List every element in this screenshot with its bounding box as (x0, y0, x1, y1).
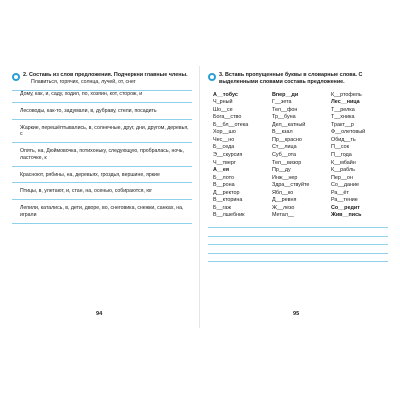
writing-line (12, 199, 192, 200)
writing-line (208, 236, 388, 237)
scrambled-sentence: Лепили, катались, в, дети, дворе, во, снеговика, снежки, санках, на, играли (20, 205, 184, 218)
dictionary-words-grid (208, 92, 388, 220)
right-page (208, 72, 388, 320)
writing-line (208, 244, 388, 245)
writing-line (12, 166, 192, 167)
scrambled-sentence: Дому, как, и, саду, ходил, по, хозяин, кот, сторож, и (20, 91, 143, 98)
dictionary-word: Ябл__ко (272, 189, 294, 196)
sentence-block (12, 125, 192, 143)
dictionary-word: Дел__катный (272, 121, 306, 128)
writing-line (12, 142, 192, 143)
dictionary-word: Бога__ство (213, 114, 242, 121)
dictionary-word: Обид__ть (331, 136, 356, 143)
sentence-block (12, 91, 192, 103)
dictionary-word: Ч_рный (213, 99, 233, 106)
dictionary-word: Ч__тверг (213, 159, 236, 166)
dictionary-word: П__года (331, 151, 352, 158)
sentence-block (12, 172, 192, 184)
dictionary-word: Здра__ствуйте (272, 182, 310, 189)
left-task-title: Составь из слов предложения. Подчеркни главные члены. (29, 72, 188, 78)
dictionary-word: Д__ревня (272, 197, 297, 204)
scrambled-sentence: Красноют, рябины, на, деревьях, гроздья, вершине, яркие (20, 171, 160, 178)
dictionary-word: Ж__лезо (272, 204, 295, 211)
scrambled-sentence: Птицы, в, улетают, и, стан, на, осенью, собираются, юг (20, 188, 153, 195)
dictionary-word: Тел__визор (272, 159, 302, 166)
dictionary-word: Ст__лица (272, 144, 297, 151)
dictionary-word: Суб__ота (272, 151, 297, 158)
dictionary-word: Метал__ (272, 212, 294, 219)
scrambled-sentence: Опять, на, Дюймовочка, потихоньку, следующую, пробралась, ночь, ласточке, к (20, 148, 184, 161)
dictionary-word: В__лшебник (213, 212, 245, 219)
dictionary-word: Тел__фон (272, 106, 298, 113)
dictionary-word: В__кторина (213, 197, 243, 204)
dictionary-word: Э__скурсия (213, 151, 243, 158)
dictionary-word: В__рона (213, 182, 235, 189)
sentence-block (12, 108, 192, 120)
word-column-2 (272, 92, 327, 220)
dictionary-word: А__тобус (213, 91, 238, 98)
dictionary-word: К__ртофель (331, 91, 362, 98)
dictionary-word: П__сок (331, 144, 349, 151)
left-page (12, 72, 192, 320)
dictionary-word: Б__седа (213, 144, 235, 151)
left-task-subtitle: Плавиться, горячих, солнца, лучей, от, снег (31, 78, 136, 85)
dictionary-word: Лес__ница (331, 99, 360, 106)
word-column-1 (213, 92, 268, 220)
left-task-header (12, 72, 192, 86)
dictionary-word: Чес__но (213, 136, 235, 143)
dictionary-word: Б__бл__отека (213, 121, 249, 128)
dictionary-word: Со__дание (331, 182, 360, 189)
dictionary-word: Д__ректор (213, 189, 240, 196)
writing-line (12, 223, 192, 224)
page-number-right: 95 (293, 311, 300, 317)
answer-lines (208, 227, 388, 262)
word-column-3 (331, 92, 386, 220)
task-marker-icon (12, 73, 20, 81)
writing-line (12, 182, 192, 183)
right-task-title: Вставь пропущенные буквы в словарные слова. С выделенными словами составь предложение. (219, 72, 363, 85)
dictionary-word: Пр__ду (272, 167, 291, 174)
left-task-number: 2. (23, 72, 28, 78)
page-number-left: 94 (96, 311, 103, 317)
sentence-block (12, 188, 192, 200)
dictionary-word: Б__гаж (213, 204, 231, 211)
writing-line (208, 227, 388, 228)
dictionary-word: Ра__тение (331, 197, 358, 204)
dictionary-word: Тр__буна (272, 114, 296, 121)
dictionary-word: Б__лото (213, 174, 235, 181)
dictionary-word: Шо__се (213, 106, 233, 113)
dictionary-word: Т__релка (331, 106, 355, 113)
dictionary-word: Хор__шо (213, 129, 236, 136)
task-marker-icon (208, 73, 216, 81)
right-task-number: 3. (219, 72, 224, 78)
dictionary-word: А__ея (213, 167, 230, 174)
dictionary-word: Ф__олетовый (331, 129, 366, 136)
dictionary-word: Т__хника (331, 114, 355, 121)
dictionary-word: Впер__ди (272, 91, 299, 98)
sentence-block (12, 205, 192, 223)
dictionary-word: Со__редит (331, 204, 360, 211)
writing-line (208, 261, 388, 262)
dictionary-word: Ра__ёт (331, 189, 349, 196)
dictionary-word: Тракт__р (331, 121, 354, 128)
dictionary-word: Пер__он (331, 174, 353, 181)
dictionary-word: Жив__пись (331, 212, 362, 219)
writing-line (12, 102, 192, 103)
dictionary-word: В__кзал (272, 129, 293, 136)
scrambled-sentence: Лесоводы, как-то, задумали, в, дубраву, стели, посадить (20, 108, 157, 114)
right-task-header (208, 72, 388, 86)
writing-line (12, 119, 192, 120)
sentence-block (12, 148, 192, 166)
dictionary-word: Пр__красно (272, 136, 302, 143)
book-gutter (199, 66, 200, 328)
writing-line (208, 253, 388, 254)
dictionary-word: Инж__нер (272, 174, 298, 181)
dictionary-word: Г__зета (272, 99, 292, 106)
scrambled-sentence: Жаркие, перешёптывались, в, солнечные, друг, дни, другом, деревья, с (20, 124, 189, 138)
dictionary-word: К__рабль (331, 167, 355, 174)
dictionary-word: К__мбайн (331, 159, 356, 166)
